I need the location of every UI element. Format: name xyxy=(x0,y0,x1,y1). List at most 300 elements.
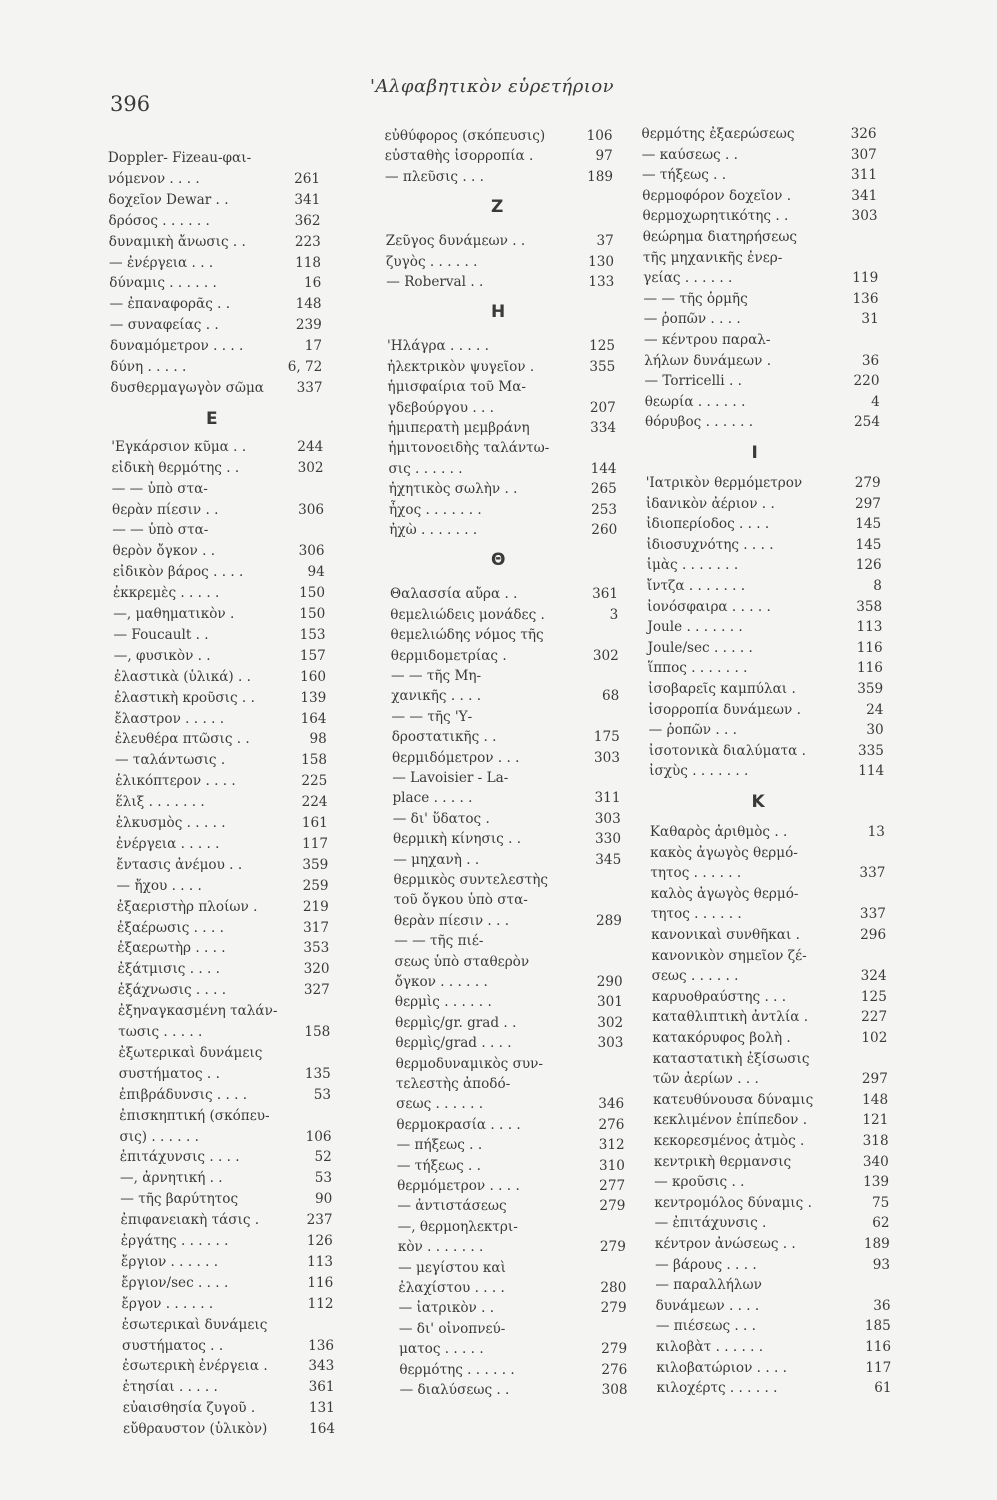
entry-page-number: 318 xyxy=(862,1133,889,1149)
entry-term: — πλεῦσις . . . xyxy=(385,168,484,185)
entry-term: θερμοκρασία . . . . xyxy=(396,1116,521,1133)
entry-term: τητος . . . . . . xyxy=(650,906,742,923)
index-entry xyxy=(111,380,323,397)
entry-page-number: 311 xyxy=(851,167,877,184)
entry-term: εἰδικὸν βάρος . . . . xyxy=(112,564,244,581)
index-entry xyxy=(651,948,886,965)
index-entry xyxy=(112,522,324,539)
index-entry xyxy=(642,126,877,143)
entry-term: σις) . . . . . . xyxy=(119,1128,199,1145)
entry-term: θερὰν πίεσιν . . xyxy=(112,501,219,518)
index-entry xyxy=(115,731,327,748)
entry-term: ἡμισφαίρια τοῦ Μα- xyxy=(387,379,526,396)
index-entry xyxy=(647,599,882,616)
index-entry xyxy=(395,1015,623,1032)
index-entry xyxy=(392,709,620,726)
entry-page-number: 220 xyxy=(853,373,880,390)
index-entry xyxy=(391,688,619,705)
entry-page-number: 244 xyxy=(297,438,324,455)
entry-page-number: 343 xyxy=(308,1358,335,1375)
entry-page-number: 30 xyxy=(866,722,884,739)
entry-term: ἦχος . . . . . . . xyxy=(389,501,482,518)
index-entry xyxy=(642,167,877,184)
entry-term: τωσις . . . . . xyxy=(118,1024,203,1040)
index-entry xyxy=(119,1045,331,1062)
entry-term: ἰδανικὸν ἀέριον . . xyxy=(645,495,775,512)
entry-term: ἔργιον/sec . . . . xyxy=(121,1274,229,1291)
entry-page-number: 75 xyxy=(872,1194,890,1211)
entry-term: 'Ηλάγρα . . . . . xyxy=(387,338,489,355)
entry-term: ἰσοβαρεῖς καμπύλαι . xyxy=(648,681,796,697)
entry-page-number: 289 xyxy=(596,912,622,929)
entry-term: — — ὑπὸ στα- xyxy=(111,480,208,497)
entry-term: — ταλάντωσις . xyxy=(115,752,226,769)
index-entry xyxy=(647,557,882,574)
entry-page-number: 116 xyxy=(856,660,883,677)
entry-term: θερμοχωρητικότης . . xyxy=(642,208,789,225)
index-entry xyxy=(649,743,884,760)
index-entry xyxy=(644,311,879,328)
entry-page-number: 145 xyxy=(855,536,882,553)
entry-page-number: 296 xyxy=(860,927,887,943)
index-entry xyxy=(653,1051,888,1068)
index-entry xyxy=(654,1195,889,1212)
entry-page-number: 3 xyxy=(609,606,619,623)
entry-term: θερμοδυναμικὸς συν- xyxy=(395,1055,543,1072)
entry-term: ἱμὰς . . . . . . . xyxy=(646,557,739,574)
section-letter: Θ xyxy=(491,550,506,571)
index-entry xyxy=(395,974,623,991)
entry-page-number: 361 xyxy=(308,1379,335,1396)
entry-term: κεντρομόλος δύναμις . xyxy=(654,1194,812,1211)
entry-term: Joule/sec . . . . . xyxy=(647,639,753,656)
entry-term: — κροῦσις . . xyxy=(654,1174,745,1191)
entry-page-number: 36 xyxy=(861,352,880,369)
index-entry xyxy=(397,1198,625,1215)
index-entry xyxy=(642,188,877,205)
entry-page-number: 358 xyxy=(856,598,883,615)
entry-page-number: 116 xyxy=(865,1339,892,1355)
entry-term: — καύσεως . . xyxy=(641,146,738,163)
entry-page-number: 153 xyxy=(299,626,326,643)
index-entry xyxy=(119,1108,331,1125)
entry-term: Ζεῦγος δυνάμεων . . xyxy=(385,233,526,250)
entry-term: δροστατικῆς . . xyxy=(391,729,497,746)
entry-term: κιλοβατώριον . . . . xyxy=(656,1359,787,1376)
index-entry xyxy=(123,1421,335,1438)
entry-page-number: 324 xyxy=(860,968,887,985)
entry-term: θερμότης . . . . . . xyxy=(399,1361,515,1378)
index-entry xyxy=(398,1280,626,1297)
entry-term: — δι' ὕδατος . xyxy=(392,810,490,827)
section-letter: Z xyxy=(491,197,504,218)
index-entry xyxy=(111,439,323,456)
entry-page-number: 326 xyxy=(850,126,877,142)
entry-term: ἠχητικὸς σωλὴν . . xyxy=(388,481,518,498)
entry-term: γδεβούργου . . . xyxy=(387,399,494,416)
entry-term: ἐκκρεμὲς . . . . . xyxy=(113,585,220,602)
entry-page-number: 114 xyxy=(858,763,885,780)
index-entry xyxy=(399,1362,627,1379)
index-entry xyxy=(652,1030,887,1047)
index-entry xyxy=(108,192,320,209)
index-entry xyxy=(110,359,322,376)
index-entry xyxy=(648,660,883,677)
index-entry xyxy=(397,1137,625,1154)
index-entry xyxy=(651,927,886,944)
entry-term: — τῆς βαρύτητος xyxy=(120,1191,239,1208)
index-entry xyxy=(643,208,878,225)
entry-page-number: 340 xyxy=(862,1153,889,1170)
index-entry xyxy=(387,359,615,376)
entry-page-number: 116 xyxy=(307,1274,334,1291)
index-entry xyxy=(119,1066,331,1083)
entry-term: χανικῆς . . . . xyxy=(391,688,482,705)
entry-term: 'Εγκάρσιον κῦμα . . xyxy=(111,438,247,455)
entry-term: εὐθύφορος (σκόπευσις) xyxy=(384,128,546,144)
index-entry xyxy=(395,994,623,1011)
index-entry xyxy=(653,1112,888,1129)
index-entry xyxy=(398,1239,626,1256)
entry-page-number: 320 xyxy=(303,961,330,978)
entry-page-number: 279 xyxy=(599,1198,626,1215)
entry-page-number: 302 xyxy=(592,647,619,664)
entry-page-number: 359 xyxy=(857,681,884,697)
entry-term: ὄγκον . . . . . . xyxy=(394,974,488,990)
index-entry xyxy=(118,1003,330,1020)
index-entry xyxy=(396,1096,624,1113)
entry-page-number: 303 xyxy=(851,208,878,225)
entry-term: ζυγὸς . . . . . . xyxy=(386,253,478,270)
entry-term: — παραλλήλων xyxy=(655,1277,762,1294)
entry-term: κανονικαὶ συνθῆκαι . xyxy=(651,927,800,943)
entry-term: θερμὶς/gr. grad . . xyxy=(395,1014,517,1031)
index-entry xyxy=(645,414,880,431)
index-entry xyxy=(120,1129,332,1146)
entry-page-number: 353 xyxy=(303,940,330,957)
entry-term: θερμιδόμετρον . . . xyxy=(391,749,520,766)
index-entry xyxy=(655,1257,890,1274)
index-entry xyxy=(388,400,616,417)
entry-term: ἠλεκτρικὸν ψυγεῖον . xyxy=(387,358,535,375)
index-entry xyxy=(121,1275,333,1292)
index-entry xyxy=(115,711,327,728)
entry-term: θερὰν πίεσιν . . . xyxy=(393,912,510,929)
entry-page-number: 98 xyxy=(309,731,327,748)
index-entry xyxy=(390,607,618,624)
entry-page-number: 308 xyxy=(601,1382,628,1398)
entry-page-number: 334 xyxy=(590,420,617,436)
entry-page-number: 302 xyxy=(597,1014,624,1031)
index-entry xyxy=(115,773,327,790)
entry-page-number: 119 xyxy=(852,270,879,287)
index-entry xyxy=(648,681,883,698)
index-entry xyxy=(113,585,325,602)
index-entry xyxy=(643,250,878,267)
entry-page-number: 260 xyxy=(591,522,618,538)
entry-page-number: 117 xyxy=(865,1359,892,1376)
index-column-3 xyxy=(641,0,892,1500)
index-entry xyxy=(389,502,617,519)
index-entry xyxy=(389,522,617,539)
entry-term: σεως ὑπὸ σταθερὸν xyxy=(394,953,530,970)
index-entry xyxy=(395,1035,623,1052)
index-entry xyxy=(396,1076,624,1093)
index-entry xyxy=(386,254,614,271)
entry-page-number: 106 xyxy=(305,1128,332,1145)
entry-term: — ῥοπῶν . . . xyxy=(648,722,737,739)
entry-term: θερμόμετρον . . . . xyxy=(397,1178,520,1194)
index-entry xyxy=(656,1298,891,1315)
entry-term: δυναμικὴ ἄνωσις . . xyxy=(108,233,246,250)
index-entry xyxy=(398,1219,626,1236)
index-entry xyxy=(654,1174,889,1191)
index-entry xyxy=(117,899,329,916)
entry-page-number: 306 xyxy=(298,501,325,518)
index-entry xyxy=(120,1149,332,1166)
entry-term: κιλοβὰτ . . . . . . xyxy=(656,1339,764,1355)
entry-term: δοχεῖον Dewar . . xyxy=(108,191,229,208)
entry-term: — βάρους . . . . xyxy=(655,1256,757,1273)
index-entry xyxy=(386,274,614,291)
index-entry xyxy=(399,1300,627,1317)
entry-term: ἔλαστρον . . . . . xyxy=(114,710,225,727)
entry-term: Θαλασσία αὔρα . . xyxy=(390,586,518,603)
entry-term: τελεστὴς ἀποδό- xyxy=(395,1076,511,1092)
entry-page-number: 310 xyxy=(598,1157,625,1174)
index-entry xyxy=(109,275,321,292)
entry-page-number: 118 xyxy=(295,254,322,271)
entry-page-number: 237 xyxy=(306,1212,333,1229)
index-entry xyxy=(123,1379,335,1396)
entry-page-number: 259 xyxy=(302,877,329,894)
index-entry xyxy=(118,1024,330,1041)
entry-page-number: 94 xyxy=(307,564,325,581)
entry-page-number: 254 xyxy=(854,414,880,431)
index-entry xyxy=(653,1071,888,1088)
index-entry xyxy=(385,128,613,145)
entry-page-number: 13 xyxy=(867,824,885,840)
index-entry xyxy=(652,1009,887,1026)
index-entry xyxy=(657,1380,892,1397)
entry-page-number: 207 xyxy=(589,399,616,416)
entry-term: δύνη . . . . . xyxy=(110,359,187,375)
entry-term: — ἀντιστάσεως xyxy=(397,1198,507,1215)
entry-page-number: 312 xyxy=(598,1137,625,1154)
entry-term: δρόσος . . . . . . xyxy=(108,212,210,229)
entry-page-number: 135 xyxy=(304,1065,331,1082)
index-entry xyxy=(122,1358,334,1375)
entry-term: καταστατικὴ ἐξίσωσις xyxy=(652,1050,810,1067)
index-entry xyxy=(122,1317,334,1334)
entry-term: θερμοφόρον δοχεῖον . xyxy=(642,187,792,204)
entry-term: — ἐπιτάχυνσις . xyxy=(654,1215,767,1232)
entry-page-number: 261 xyxy=(294,170,321,187)
index-entry xyxy=(643,291,878,308)
index-entry xyxy=(119,1087,331,1104)
index-entry xyxy=(117,940,329,957)
entry-page-number: 239 xyxy=(295,317,322,334)
index-entry xyxy=(386,233,614,250)
index-entry xyxy=(385,169,613,186)
entry-term: place . . . . . xyxy=(392,790,473,807)
entry-page-number: 130 xyxy=(588,253,615,270)
entry-term: θερμικὸς συντελεστὴς xyxy=(393,872,549,888)
entry-term: ἐτησίαι . . . . . xyxy=(122,1379,218,1396)
entry-term: ἔργον . . . . . . xyxy=(121,1295,214,1312)
index-entry xyxy=(393,852,621,869)
entry-page-number: 144 xyxy=(590,460,617,477)
index-entry xyxy=(109,255,321,272)
entry-page-number: 223 xyxy=(294,233,321,250)
entry-term: καλὸς ἀγωγὸς θερμό- xyxy=(650,885,799,902)
entry-term: ἐξάτμισις . . . . xyxy=(117,961,220,978)
entry-term: ἐξάχνωσις . . . . xyxy=(117,982,227,999)
entry-page-number: 16 xyxy=(303,275,322,292)
entry-term: ἐπιβράδυνσις . . . . xyxy=(119,1086,248,1103)
entry-page-number: 8 xyxy=(873,578,882,594)
entry-term: κατακόρυφος βολὴ . xyxy=(652,1030,791,1046)
entry-page-number: 175 xyxy=(593,729,620,746)
entry-term: ἐξαερωτὴρ . . . . xyxy=(117,940,226,957)
entry-page-number: 297 xyxy=(861,1071,888,1088)
entry-page-number: 335 xyxy=(857,742,884,759)
entry-term: —, θερμοηλεκτρι- xyxy=(397,1218,518,1235)
entry-term: δυνάμεων . . . . xyxy=(655,1297,760,1314)
index-entry xyxy=(393,811,621,828)
entry-page-number: 279 xyxy=(599,1239,626,1256)
index-entry xyxy=(122,1338,334,1355)
index-entry xyxy=(656,1318,891,1335)
entry-page-number: 161 xyxy=(301,815,328,831)
entry-term: — μηχανὴ . . xyxy=(393,851,480,868)
entry-page-number: 17 xyxy=(304,338,323,355)
entry-page-number: 276 xyxy=(601,1361,628,1378)
index-entry xyxy=(655,1236,890,1253)
entry-term: θεώρημα διατηρήσεως xyxy=(642,229,798,245)
section-letter: E xyxy=(206,408,218,429)
entry-term: — — τῆς πιέ- xyxy=(394,933,484,950)
entry-page-number: 93 xyxy=(872,1256,891,1273)
entry-page-number: 131 xyxy=(308,1400,335,1417)
entry-page-number: 225 xyxy=(301,773,328,790)
entry-term: —, ἀρνητική . . xyxy=(120,1170,223,1187)
index-entry xyxy=(394,892,622,909)
entry-page-number: 133 xyxy=(588,274,615,290)
entry-term: θεωρία . . . . . . xyxy=(644,393,746,410)
entry-page-number: 311 xyxy=(594,790,621,807)
entry-page-number: 62 xyxy=(872,1215,890,1232)
index-entry xyxy=(112,460,324,477)
entry-term: θερμὶς . . . . . . xyxy=(394,994,492,1011)
entry-page-number: 117 xyxy=(302,835,329,852)
entry-page-number: 277 xyxy=(599,1178,626,1194)
index-entry xyxy=(646,475,881,492)
index-entry xyxy=(656,1360,891,1377)
entry-term: εὐσταθὴς ἰσορροπία . xyxy=(384,148,534,165)
entry-page-number: 297 xyxy=(854,495,881,512)
entry-term: ἐσωτερικὴ ἐνέργεια . xyxy=(122,1358,268,1375)
entry-term: ἴντζα . . . . . . . xyxy=(646,578,746,594)
entry-term: θόρυβος . . . . . . xyxy=(644,414,754,431)
entry-page-number: 337 xyxy=(859,906,886,923)
index-column-2 xyxy=(384,0,628,1500)
entry-term: τῆς μηχανικῆς ἐνερ- xyxy=(642,249,783,266)
section-letter: K xyxy=(751,792,765,812)
index-entry xyxy=(651,906,886,923)
entry-term: — ἐνέργεια . . . xyxy=(109,254,214,271)
entry-term: ἐξωτερικαὶ δυνάμεις xyxy=(118,1044,263,1061)
index-entry xyxy=(646,537,881,554)
index-entry xyxy=(393,831,621,848)
index-entry xyxy=(121,1254,333,1271)
entry-term: καρυοθραύστης . . . xyxy=(651,988,787,1005)
index-entry xyxy=(115,752,327,769)
entry-page-number: 224 xyxy=(301,794,328,811)
index-entry xyxy=(644,353,879,370)
index-entry xyxy=(121,1233,333,1250)
entry-page-number: 279 xyxy=(601,1341,628,1358)
entry-page-number: 61 xyxy=(874,1380,892,1397)
entry-term: εἰδικὴ θερμότης . . xyxy=(111,459,240,476)
entry-page-number: 145 xyxy=(855,516,882,533)
index-entry xyxy=(385,148,613,165)
entry-term: ἔντασις ἀνέμου . . xyxy=(116,856,243,873)
entry-term: τοῦ ὄγκου ὑπὸ στα- xyxy=(393,892,528,909)
entry-term: καταθλιπτικὴ ἀντλία . xyxy=(652,1009,809,1026)
entry-term: θεμελιώδεις μονάδες . xyxy=(390,606,545,623)
entry-term: — συναφείας . . xyxy=(109,317,219,334)
index-entry xyxy=(394,933,622,950)
index-entry xyxy=(391,668,619,685)
entry-page-number: 279 xyxy=(600,1300,627,1317)
index-entry xyxy=(396,1056,624,1073)
entry-term: κανονικὸν σημεῖον ζέ- xyxy=(651,947,807,964)
entry-term: — — ὑπὸ στα- xyxy=(112,522,209,539)
index-entry xyxy=(112,481,324,498)
entry-term: — — τῆς Μη- xyxy=(391,668,482,684)
index-entry xyxy=(646,516,881,533)
entry-page-number: 164 xyxy=(309,1421,336,1438)
entry-page-number: 265 xyxy=(590,481,617,498)
entry-page-number: 330 xyxy=(595,831,621,848)
entry-page-number: 136 xyxy=(852,290,879,307)
entry-term: σις . . . . . . xyxy=(388,460,463,477)
entry-page-number: 302 xyxy=(297,459,324,476)
entry-page-number: 158 xyxy=(301,752,328,769)
entry-term: ἐσωτερικαὶ δυνάμεις xyxy=(121,1316,268,1333)
entry-page-number: 52 xyxy=(314,1149,332,1166)
entry-term: ἐνέργεια . . . . . xyxy=(116,835,220,852)
entry-page-number: 150 xyxy=(299,585,326,602)
entry-term: — ῥοπῶν . . . . xyxy=(643,311,741,328)
entry-term: κεντρικὴ θερμανσις xyxy=(653,1153,792,1170)
entry-term: — Torricelli . . xyxy=(644,373,742,390)
entry-page-number: 150 xyxy=(299,606,326,622)
index-entry xyxy=(110,338,322,355)
index-entry xyxy=(392,770,620,787)
entry-page-number: 136 xyxy=(308,1337,335,1354)
index-entry xyxy=(120,1170,332,1187)
section-letter: H xyxy=(491,302,506,323)
index-entry xyxy=(118,961,330,978)
entry-term: θερὸν ὄγκον . . xyxy=(112,543,216,560)
entry-term: λήλων δυνάμεων . xyxy=(644,352,772,369)
entry-term: — Roberval . . xyxy=(386,274,484,290)
index-entry xyxy=(114,648,326,665)
entry-term: ἐξαεριστὴρ πλοίων . xyxy=(116,898,258,915)
index-entry xyxy=(651,886,886,903)
